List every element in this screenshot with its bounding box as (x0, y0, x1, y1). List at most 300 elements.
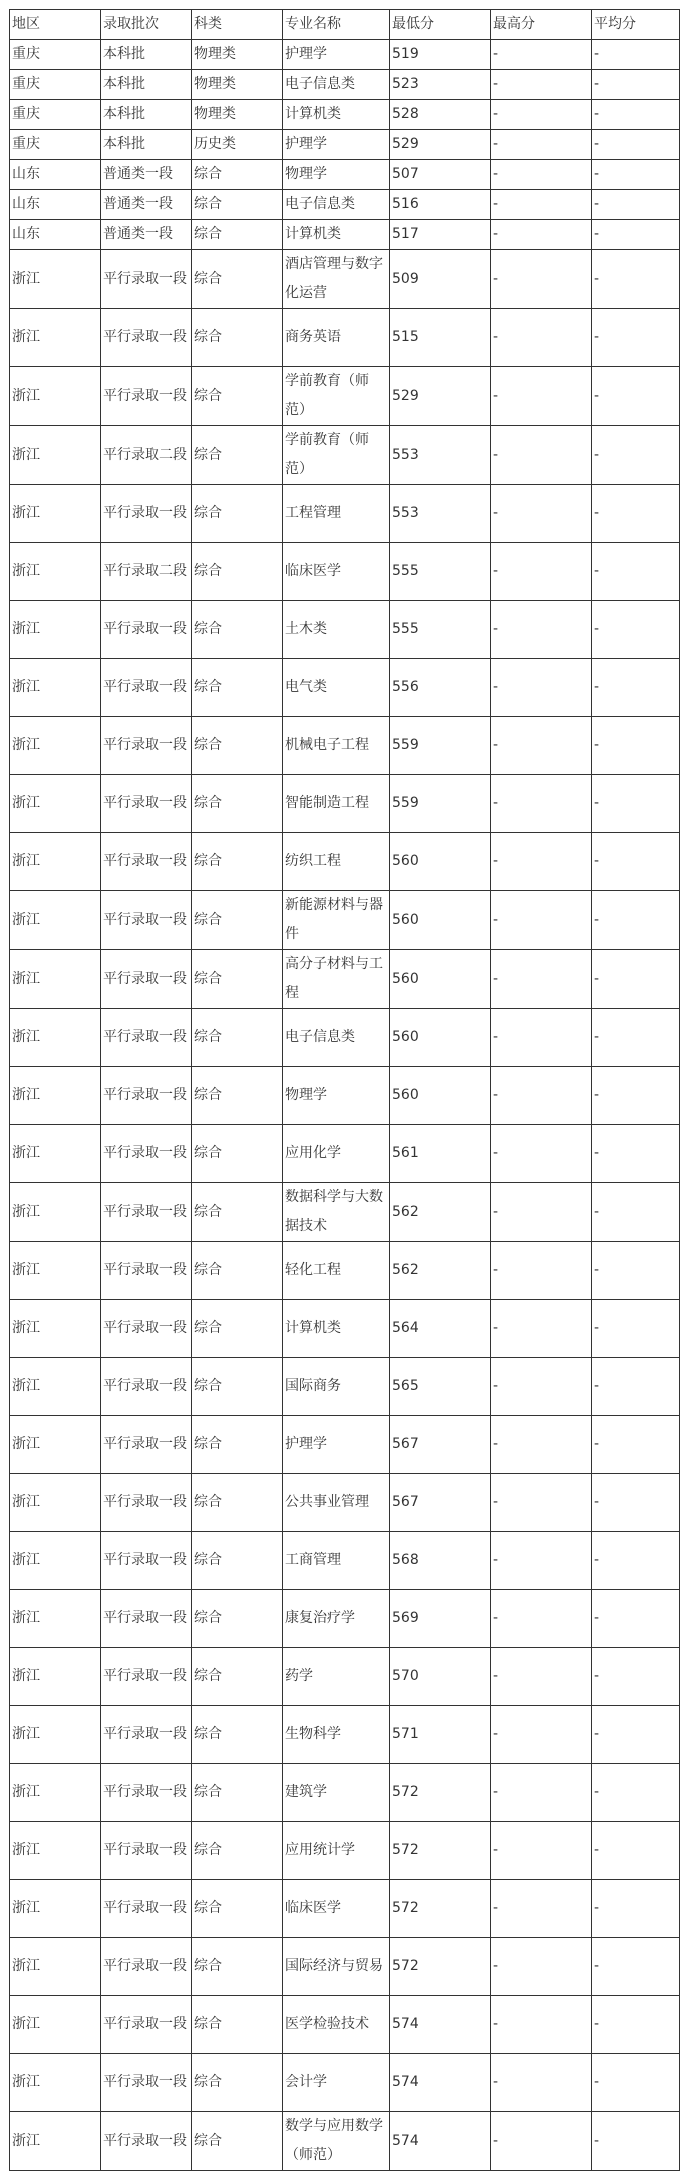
cell-max-score: - (491, 160, 592, 190)
cell-category: 综合 (192, 1300, 283, 1358)
cell-batch: 普通类一段 (101, 160, 192, 190)
cell-category: 综合 (192, 1706, 283, 1764)
table-row (10, 717, 680, 775)
cell-min-score: 560 (390, 1009, 491, 1067)
cell-batch: 平行录取一段 (101, 891, 192, 950)
cell-avg-score: - (592, 160, 680, 190)
cell-min-score: 564 (390, 1300, 491, 1358)
cell-max-score: - (491, 367, 592, 426)
cell-avg-score: - (592, 70, 680, 100)
cell-max-score: - (491, 1358, 592, 1416)
cell-region: 浙江 (10, 601, 101, 659)
cell-region: 浙江 (10, 1067, 101, 1125)
cell-batch: 平行录取一段 (101, 1822, 192, 1880)
table-row (10, 250, 680, 309)
table-row (10, 309, 680, 367)
cell-min-score: 553 (390, 485, 491, 543)
cell-max-score: - (491, 250, 592, 309)
cell-region: 重庆 (10, 40, 101, 70)
cell-max-score: - (491, 70, 592, 100)
cell-category: 综合 (192, 1532, 283, 1590)
cell-region: 重庆 (10, 130, 101, 160)
cell-region: 浙江 (10, 367, 101, 426)
cell-max-score: - (491, 1996, 592, 2054)
table-row (10, 1532, 680, 1590)
cell-major: 工程管理 (283, 485, 390, 543)
cell-min-score: 523 (390, 70, 491, 100)
cell-avg-score: - (592, 1125, 680, 1183)
cell-min-score: 574 (390, 2054, 491, 2112)
cell-region: 浙江 (10, 1358, 101, 1416)
cell-category: 综合 (192, 601, 283, 659)
table-row (10, 543, 680, 601)
cell-min-score: 568 (390, 1532, 491, 1590)
cell-batch: 平行录取一段 (101, 1764, 192, 1822)
cell-major: 纺织工程 (283, 833, 390, 891)
cell-region: 浙江 (10, 1183, 101, 1242)
cell-avg-score: - (592, 2054, 680, 2112)
cell-category: 物理类 (192, 100, 283, 130)
cell-region: 浙江 (10, 1416, 101, 1474)
cell-min-score: 571 (390, 1706, 491, 1764)
cell-category: 物理类 (192, 70, 283, 100)
cell-max-score: - (491, 1125, 592, 1183)
cell-max-score: - (491, 1532, 592, 1590)
table-row (10, 100, 680, 130)
cell-avg-score: - (592, 1474, 680, 1532)
cell-avg-score: - (592, 130, 680, 160)
cell-major: 数据科学与大数据技术 (283, 1183, 390, 1242)
table-row (10, 1996, 680, 2054)
cell-min-score: 560 (390, 833, 491, 891)
cell-category: 综合 (192, 1590, 283, 1648)
cell-category: 综合 (192, 250, 283, 309)
cell-batch: 平行录取一段 (101, 1590, 192, 1648)
cell-major: 物理学 (283, 160, 390, 190)
cell-major: 康复治疗学 (283, 1590, 390, 1648)
cell-avg-score: - (592, 1996, 680, 2054)
cell-max-score: - (491, 1880, 592, 1938)
cell-region: 浙江 (10, 891, 101, 950)
cell-major: 商务英语 (283, 309, 390, 367)
cell-min-score: 553 (390, 426, 491, 485)
cell-region: 浙江 (10, 1474, 101, 1532)
cell-min-score: 572 (390, 1822, 491, 1880)
cell-major: 国际商务 (283, 1358, 390, 1416)
cell-max-score: - (491, 543, 592, 601)
cell-batch: 平行录取一段 (101, 1300, 192, 1358)
cell-min-score: 517 (390, 220, 491, 250)
table-row (10, 2112, 680, 2171)
cell-region: 浙江 (10, 1880, 101, 1938)
cell-category: 综合 (192, 833, 283, 891)
cell-category: 综合 (192, 1358, 283, 1416)
cell-category: 综合 (192, 1125, 283, 1183)
cell-region: 浙江 (10, 426, 101, 485)
cell-batch: 平行录取一段 (101, 367, 192, 426)
cell-min-score: 567 (390, 1416, 491, 1474)
cell-category: 综合 (192, 891, 283, 950)
table-row (10, 1590, 680, 1648)
header-region: 地区 (10, 10, 101, 40)
cell-category: 综合 (192, 1474, 283, 1532)
cell-category: 综合 (192, 220, 283, 250)
cell-region: 山东 (10, 160, 101, 190)
cell-batch: 普通类一段 (101, 220, 192, 250)
cell-category: 综合 (192, 950, 283, 1009)
cell-category: 综合 (192, 2112, 283, 2171)
table-row (10, 1474, 680, 1532)
cell-category: 综合 (192, 1242, 283, 1300)
cell-avg-score: - (592, 2112, 680, 2171)
cell-category: 综合 (192, 1822, 283, 1880)
cell-min-score: 559 (390, 717, 491, 775)
cell-major: 电子信息类 (283, 190, 390, 220)
table-row (10, 1648, 680, 1706)
cell-batch: 平行录取一段 (101, 1474, 192, 1532)
cell-avg-score: - (592, 1822, 680, 1880)
cell-avg-score: - (592, 485, 680, 543)
cell-category: 历史类 (192, 130, 283, 160)
table-row (10, 1822, 680, 1880)
cell-region: 重庆 (10, 70, 101, 100)
cell-category: 综合 (192, 1067, 283, 1125)
cell-min-score: 560 (390, 950, 491, 1009)
table-row (10, 190, 680, 220)
cell-batch: 平行录取二段 (101, 426, 192, 485)
cell-min-score: 572 (390, 1938, 491, 1996)
cell-category: 综合 (192, 1416, 283, 1474)
cell-major: 工商管理 (283, 1532, 390, 1590)
cell-avg-score: - (592, 1648, 680, 1706)
cell-region: 山东 (10, 220, 101, 250)
cell-category: 综合 (192, 1938, 283, 1996)
cell-major: 计算机类 (283, 220, 390, 250)
cell-major: 机械电子工程 (283, 717, 390, 775)
cell-major: 计算机类 (283, 100, 390, 130)
cell-batch: 本科批 (101, 130, 192, 160)
cell-major: 医学检验技术 (283, 1996, 390, 2054)
cell-major: 电气类 (283, 659, 390, 717)
table-row (10, 1764, 680, 1822)
cell-batch: 平行录取一段 (101, 950, 192, 1009)
cell-avg-score: - (592, 1300, 680, 1358)
cell-category: 综合 (192, 485, 283, 543)
cell-batch: 平行录取一段 (101, 1706, 192, 1764)
cell-region: 浙江 (10, 833, 101, 891)
cell-major: 物理学 (283, 1067, 390, 1125)
cell-max-score: - (491, 1938, 592, 1996)
cell-category: 综合 (192, 1183, 283, 1242)
cell-region: 浙江 (10, 1938, 101, 1996)
cell-category: 综合 (192, 426, 283, 485)
cell-max-score: - (491, 1183, 592, 1242)
cell-max-score: - (491, 426, 592, 485)
cell-avg-score: - (592, 543, 680, 601)
cell-category: 综合 (192, 2054, 283, 2112)
table-row (10, 2054, 680, 2112)
cell-batch: 平行录取一段 (101, 2112, 192, 2171)
cell-avg-score: - (592, 190, 680, 220)
header-major: 专业名称 (283, 10, 390, 40)
cell-avg-score: - (592, 775, 680, 833)
cell-min-score: 555 (390, 601, 491, 659)
cell-min-score: 515 (390, 309, 491, 367)
table-row (10, 775, 680, 833)
cell-min-score: 574 (390, 2112, 491, 2171)
cell-batch: 平行录取一段 (101, 2054, 192, 2112)
cell-major: 建筑学 (283, 1764, 390, 1822)
cell-batch: 平行录取一段 (101, 1532, 192, 1590)
table-row (10, 1009, 680, 1067)
header-category: 科类 (192, 10, 283, 40)
cell-major: 应用统计学 (283, 1822, 390, 1880)
cell-max-score: - (491, 1648, 592, 1706)
cell-major: 高分子材料与工程 (283, 950, 390, 1009)
cell-major: 智能制造工程 (283, 775, 390, 833)
cell-max-score: - (491, 40, 592, 70)
cell-batch: 平行录取一段 (101, 659, 192, 717)
cell-major: 电子信息类 (283, 1009, 390, 1067)
cell-max-score: - (491, 833, 592, 891)
cell-major: 数学与应用数学（师范） (283, 2112, 390, 2171)
cell-batch: 平行录取一段 (101, 833, 192, 891)
cell-avg-score: - (592, 1764, 680, 1822)
cell-batch: 本科批 (101, 40, 192, 70)
cell-category: 综合 (192, 190, 283, 220)
table-row (10, 1067, 680, 1125)
cell-min-score: 516 (390, 190, 491, 220)
cell-max-score: - (491, 1822, 592, 1880)
cell-batch: 本科批 (101, 70, 192, 100)
cell-major: 公共事业管理 (283, 1474, 390, 1532)
cell-batch: 平行录取一段 (101, 1358, 192, 1416)
cell-min-score: 519 (390, 40, 491, 70)
table-row (10, 659, 680, 717)
cell-avg-score: - (592, 40, 680, 70)
cell-batch: 平行录取一段 (101, 601, 192, 659)
cell-region: 浙江 (10, 1125, 101, 1183)
cell-avg-score: - (592, 220, 680, 250)
cell-batch: 平行录取一段 (101, 1183, 192, 1242)
cell-major: 国际经济与贸易 (283, 1938, 390, 1996)
cell-batch: 平行录取一段 (101, 717, 192, 775)
cell-max-score: - (491, 1300, 592, 1358)
cell-avg-score: - (592, 1358, 680, 1416)
cell-min-score: 529 (390, 367, 491, 426)
cell-min-score: 559 (390, 775, 491, 833)
cell-max-score: - (491, 1009, 592, 1067)
table-row (10, 1183, 680, 1242)
cell-category: 综合 (192, 1764, 283, 1822)
cell-category: 综合 (192, 1880, 283, 1938)
cell-region: 重庆 (10, 100, 101, 130)
cell-max-score: - (491, 220, 592, 250)
cell-min-score: 565 (390, 1358, 491, 1416)
cell-avg-score: - (592, 1938, 680, 1996)
cell-min-score: 560 (390, 891, 491, 950)
cell-max-score: - (491, 190, 592, 220)
cell-region: 浙江 (10, 2054, 101, 2112)
table-row (10, 833, 680, 891)
cell-avg-score: - (592, 100, 680, 130)
cell-max-score: - (491, 775, 592, 833)
cell-avg-score: - (592, 1067, 680, 1125)
cell-major: 应用化学 (283, 1125, 390, 1183)
cell-max-score: - (491, 2054, 592, 2112)
cell-max-score: - (491, 717, 592, 775)
cell-category: 综合 (192, 1996, 283, 2054)
cell-category: 综合 (192, 1009, 283, 1067)
cell-major: 临床医学 (283, 543, 390, 601)
cell-category: 综合 (192, 367, 283, 426)
cell-max-score: - (491, 1474, 592, 1532)
cell-avg-score: - (592, 950, 680, 1009)
header-min-score: 最低分 (390, 10, 491, 40)
header-max-score: 最高分 (491, 10, 592, 40)
cell-region: 浙江 (10, 250, 101, 309)
cell-min-score: 555 (390, 543, 491, 601)
cell-region: 浙江 (10, 2112, 101, 2171)
cell-avg-score: - (592, 367, 680, 426)
cell-avg-score: - (592, 659, 680, 717)
cell-min-score: 528 (390, 100, 491, 130)
table-row (10, 1706, 680, 1764)
cell-major: 计算机类 (283, 1300, 390, 1358)
cell-region: 山东 (10, 190, 101, 220)
cell-region: 浙江 (10, 1300, 101, 1358)
cell-major: 药学 (283, 1648, 390, 1706)
cell-batch: 平行录取一段 (101, 1242, 192, 1300)
table-row (10, 130, 680, 160)
cell-min-score: 569 (390, 1590, 491, 1648)
table-header-row (10, 10, 680, 40)
cell-major: 学前教育（师范） (283, 426, 390, 485)
cell-avg-score: - (592, 1880, 680, 1938)
cell-batch: 平行录取一段 (101, 485, 192, 543)
cell-min-score: 562 (390, 1183, 491, 1242)
cell-major: 土木类 (283, 601, 390, 659)
cell-max-score: - (491, 485, 592, 543)
cell-avg-score: - (592, 250, 680, 309)
cell-major: 护理学 (283, 130, 390, 160)
cell-region: 浙江 (10, 1009, 101, 1067)
cell-batch: 平行录取一段 (101, 1067, 192, 1125)
cell-major: 新能源材料与器件 (283, 891, 390, 950)
cell-avg-score: - (592, 309, 680, 367)
cell-region: 浙江 (10, 1996, 101, 2054)
cell-major: 护理学 (283, 1416, 390, 1474)
cell-min-score: 567 (390, 1474, 491, 1532)
cell-max-score: - (491, 891, 592, 950)
cell-major: 轻化工程 (283, 1242, 390, 1300)
cell-min-score: 556 (390, 659, 491, 717)
table-row (10, 1416, 680, 1474)
cell-region: 浙江 (10, 1648, 101, 1706)
cell-category: 综合 (192, 775, 283, 833)
table-row (10, 160, 680, 190)
cell-avg-score: - (592, 891, 680, 950)
cell-max-score: - (491, 100, 592, 130)
cell-region: 浙江 (10, 485, 101, 543)
table-row (10, 950, 680, 1009)
cell-min-score: 562 (390, 1242, 491, 1300)
cell-avg-score: - (592, 717, 680, 775)
cell-region: 浙江 (10, 950, 101, 1009)
table-row (10, 220, 680, 250)
table-row (10, 601, 680, 659)
table-row (10, 1300, 680, 1358)
cell-region: 浙江 (10, 309, 101, 367)
cell-category: 综合 (192, 543, 283, 601)
cell-max-score: - (491, 1590, 592, 1648)
cell-batch: 平行录取一段 (101, 775, 192, 833)
table-row (10, 1938, 680, 1996)
table-row (10, 367, 680, 426)
cell-batch: 平行录取一段 (101, 1416, 192, 1474)
cell-major: 护理学 (283, 40, 390, 70)
cell-max-score: - (491, 1764, 592, 1822)
cell-major: 学前教育（师范） (283, 367, 390, 426)
cell-batch: 平行录取一段 (101, 250, 192, 309)
cell-batch: 平行录取一段 (101, 309, 192, 367)
cell-region: 浙江 (10, 1822, 101, 1880)
cell-batch: 本科批 (101, 100, 192, 130)
cell-avg-score: - (592, 426, 680, 485)
cell-category: 综合 (192, 309, 283, 367)
table-row (10, 1358, 680, 1416)
cell-region: 浙江 (10, 543, 101, 601)
cell-region: 浙江 (10, 775, 101, 833)
cell-region: 浙江 (10, 1764, 101, 1822)
cell-major: 临床医学 (283, 1880, 390, 1938)
cell-batch: 平行录取一段 (101, 1938, 192, 1996)
table-row (10, 1880, 680, 1938)
cell-max-score: - (491, 130, 592, 160)
cell-category: 综合 (192, 160, 283, 190)
cell-batch: 普通类一段 (101, 190, 192, 220)
cell-batch: 平行录取一段 (101, 1996, 192, 2054)
header-avg-score: 平均分 (592, 10, 680, 40)
cell-avg-score: - (592, 1009, 680, 1067)
cell-max-score: - (491, 659, 592, 717)
cell-region: 浙江 (10, 717, 101, 775)
cell-min-score: 561 (390, 1125, 491, 1183)
cell-category: 综合 (192, 717, 283, 775)
cell-max-score: - (491, 1706, 592, 1764)
cell-batch: 平行录取一段 (101, 1125, 192, 1183)
cell-avg-score: - (592, 601, 680, 659)
cell-max-score: - (491, 1416, 592, 1474)
cell-batch: 平行录取二段 (101, 543, 192, 601)
cell-category: 物理类 (192, 40, 283, 70)
cell-region: 浙江 (10, 659, 101, 717)
cell-avg-score: - (592, 1590, 680, 1648)
cell-avg-score: - (592, 1416, 680, 1474)
header-batch: 录取批次 (101, 10, 192, 40)
cell-min-score: 572 (390, 1880, 491, 1938)
admission-scores-table (9, 9, 680, 2171)
cell-major: 生物科学 (283, 1706, 390, 1764)
cell-batch: 平行录取一段 (101, 1009, 192, 1067)
table-row (10, 70, 680, 100)
cell-region: 浙江 (10, 1590, 101, 1648)
cell-avg-score: - (592, 1706, 680, 1764)
cell-avg-score: - (592, 1183, 680, 1242)
cell-max-score: - (491, 1067, 592, 1125)
cell-max-score: - (491, 1242, 592, 1300)
cell-region: 浙江 (10, 1242, 101, 1300)
